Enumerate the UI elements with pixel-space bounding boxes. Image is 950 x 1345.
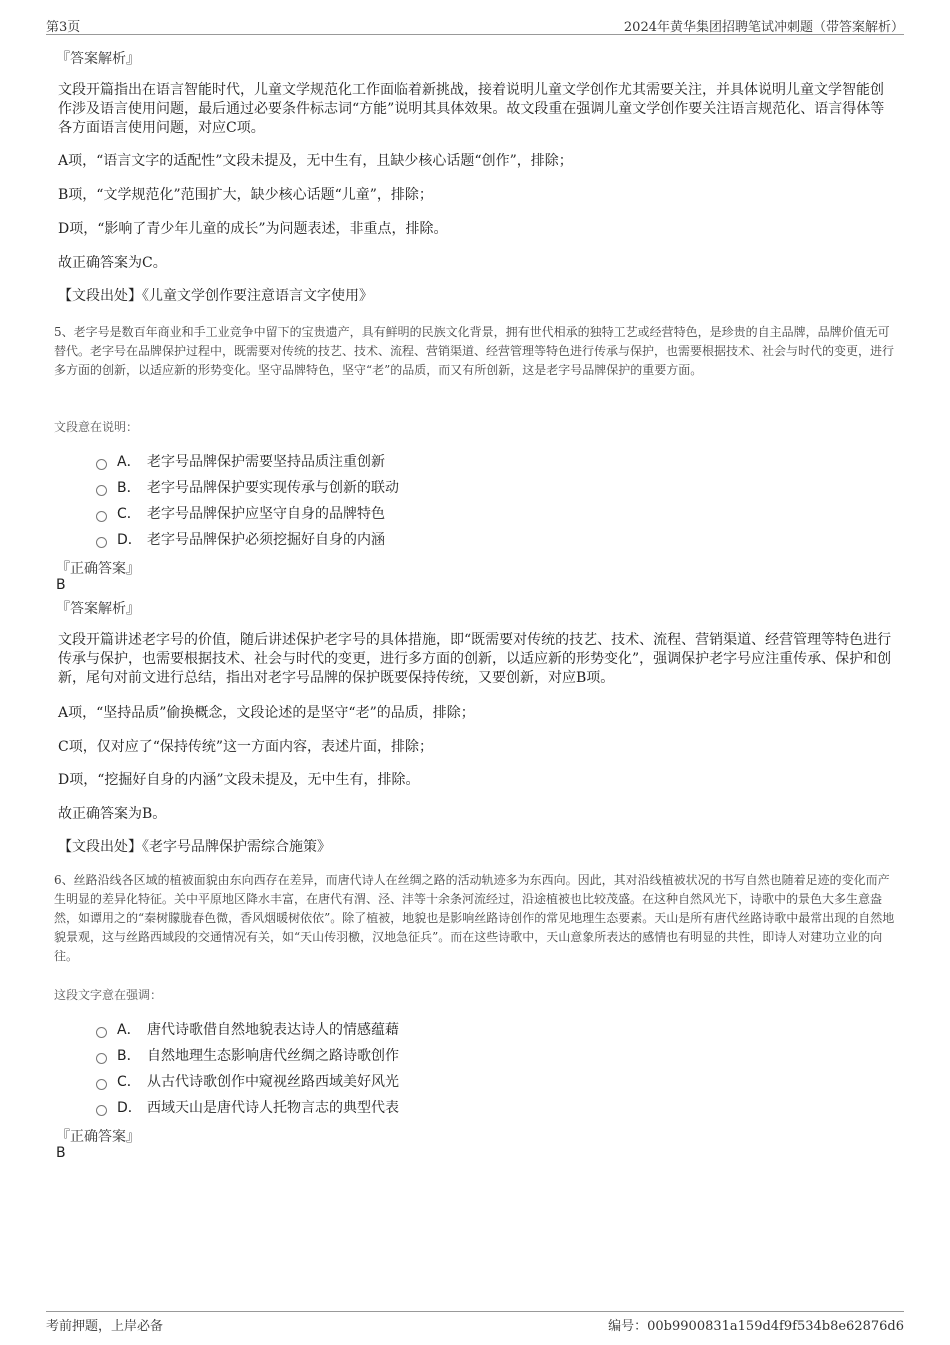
radio-icon[interactable]: [96, 1105, 107, 1116]
option-text: 从古代诗歌创作中窥视丝路西域美好风光: [147, 1074, 399, 1090]
q5-answer: B: [56, 577, 66, 593]
option-text: 老字号品牌保护必须挖掘好自身的内涵: [147, 532, 385, 548]
q4-source: 【文段出处】《儿童文学创作要注意语言文字使用》: [58, 288, 373, 304]
q6-option-a[interactable]: [96, 1019, 399, 1039]
q5-prompt: 文段意在说明：: [54, 420, 139, 434]
page-footer: [46, 1311, 904, 1336]
q4-analysis-text: 文段开篇指出在语言智能时代，儿童文学规范化工作面临着新挑战，接着说明儿童文学创作尤其需要关注，并具体说明儿童文学智能创作涉及语言使用问题，最后通过必要条件标志词“方能”说明其具体效果。故文段重在强调儿童文学创作要关注语言规范化、语言得体等各方面语言使用问题，对应C项。: [58, 82, 885, 136]
q6-option-b[interactable]: [96, 1045, 399, 1065]
q4-analysis-tag: 『答案解析』: [56, 51, 140, 67]
document-code: 编号：00b9900831a159d4f9f534b8e62876d6: [608, 1319, 904, 1334]
radio-icon[interactable]: [96, 485, 107, 496]
q4-option-a-analysis: A项，“语言文字的适配性”文段未提及，无中生有，且缺少核心话题“创作”，排除；: [58, 153, 573, 169]
q6-prompt: 这段文字意在强调：: [54, 988, 163, 1002]
option-text: 唐代诗歌借自然地貌表达诗人的情感蕴藉: [147, 1022, 399, 1038]
radio-icon[interactable]: [96, 459, 107, 470]
footer-slogan: 考前押题，上岸必备: [46, 1319, 164, 1334]
option-text: 老字号品牌保护要实现传承与创新的联动: [147, 480, 399, 496]
page-number: 第3页: [46, 20, 81, 35]
option-text: 老字号品牌保护应坚守自身的品牌特色: [147, 506, 385, 522]
q5-option-c-analysis: C项，仅对应了“保持传统”这一方面内容，表述片面，排除；: [58, 739, 434, 755]
radio-icon[interactable]: [96, 537, 107, 548]
radio-icon[interactable]: [96, 511, 107, 522]
q4-option-d-analysis: D项，“影响了青少年儿童的成长”为问题表述，非重点，排除。: [58, 221, 448, 237]
q5-answer-tag: 『正确答案』: [56, 561, 140, 577]
q6-option-c[interactable]: [96, 1071, 399, 1091]
q6-answer-tag: 『正确答案』: [56, 1129, 140, 1145]
option-letter: C．: [117, 506, 141, 522]
option-letter: C．: [117, 1074, 141, 1090]
q5-option-b[interactable]: [96, 477, 399, 497]
q5-option-a-analysis: A项，“坚持品质”偷换概念，文段论述的是坚守“老”的品质，排除；: [58, 705, 475, 721]
q5-question-text: 5、老字号是数百年商业和手工业竞争中留下的宝贵遗产，具有鲜明的民族文化背景，拥有世代相承的独特工艺或经营特色，是珍贵的自主品牌，品牌价值无可替代。老字号在品牌保护过程中，既需要对传统的技艺、技术、流程、营销渠道、经营管理等特色进行传承与保护，也需要根据技术、社会与时代的变更，进行多方面的创新，以适应新的形势变化。坚守品牌特色，坚守“老”的品质，而又有所创新，这是老字号品牌保护的重要方面。: [54, 325, 895, 377]
page-header: [46, 14, 904, 35]
q4-conclusion: 故正确答案为C。: [58, 255, 167, 271]
option-text: 自然地理生态影响唐代丝绸之路诗歌创作: [147, 1048, 399, 1064]
q5-analysis-tag: 『答案解析』: [56, 601, 140, 617]
option-letter: B．: [117, 1048, 141, 1064]
q6-answer: B: [56, 1145, 66, 1161]
option-letter: A．: [117, 1022, 141, 1038]
option-text: 西域天山是唐代诗人托物言志的典型代表: [147, 1100, 399, 1116]
option-text: 老字号品牌保护需要坚持品质注重创新: [147, 454, 385, 470]
q5-conclusion: 故正确答案为B。: [58, 806, 167, 822]
q6-question-text: 6、丝路沿线各区域的植被面貌由东向西存在差异，而唐代诗人在丝绸之路的活动轨迹多为东西向。因此，其对沿线植被状况的书写自然也随着足迹的变化而产生明显的差异化特征。关中平原地区降水丰富，在唐代有渭、泾、沣等十余条河流经过，沿途植被也比较茂盛。在这种自然风光下，诗歌中的景色大多生意盎然，如谭用之的“秦树朦胧春色微，香风烟暖树依依”。除了植被，地貌也是影响丝路诗创作的常见地理生态要素。天山是所有唐代丝路诗歌中最常出现的自然地貌景观，这与丝路西域段的交通情况有关，如“天山传羽檄，汉地急征兵”。而在这些诗歌中，天山意象所表达的感情也有明显的共性，即诗人对建功立业的向往。: [54, 873, 895, 963]
document-title: 2024年黄华集团招聘笔试冲刺题（带答案解析）: [623, 20, 904, 35]
q4-option-b-analysis: B项，“文学规范化”范围扩大，缺少核心话题“儿童”，排除；: [58, 187, 433, 203]
radio-icon[interactable]: [96, 1027, 107, 1038]
q5-option-c[interactable]: [96, 503, 385, 523]
q5-option-d[interactable]: [96, 529, 385, 549]
radio-icon[interactable]: [96, 1053, 107, 1064]
q5-source: 【文段出处】《老字号品牌保护需综合施策》: [58, 839, 331, 855]
option-letter: B．: [117, 480, 141, 496]
q6-option-d[interactable]: [96, 1097, 399, 1117]
option-letter: D．: [117, 1100, 142, 1116]
option-letter: A．: [117, 454, 141, 470]
q5-analysis-text: 文段开篇讲述老字号的价值，随后讲述保护老字号的具体措施，即“既需要对传统的技艺、技术、流程、营销渠道、经营管理等特色进行传承与保护，也需要根据技术、社会与时代的变更，进行多方面的创新，以适应新的形势变化”，强调保护老字号应注重传承、保护和创新，尾句对前文进行总结，指出对老字号品牌的保护既要保持传统，又要创新，对应B项。: [58, 632, 892, 686]
radio-icon[interactable]: [96, 1079, 107, 1090]
q5-option-a[interactable]: [96, 451, 385, 471]
option-letter: D．: [117, 532, 142, 548]
q5-option-d-analysis: D项，“挖掘好自身的内涵”文段未提及，无中生有，排除。: [58, 772, 420, 788]
